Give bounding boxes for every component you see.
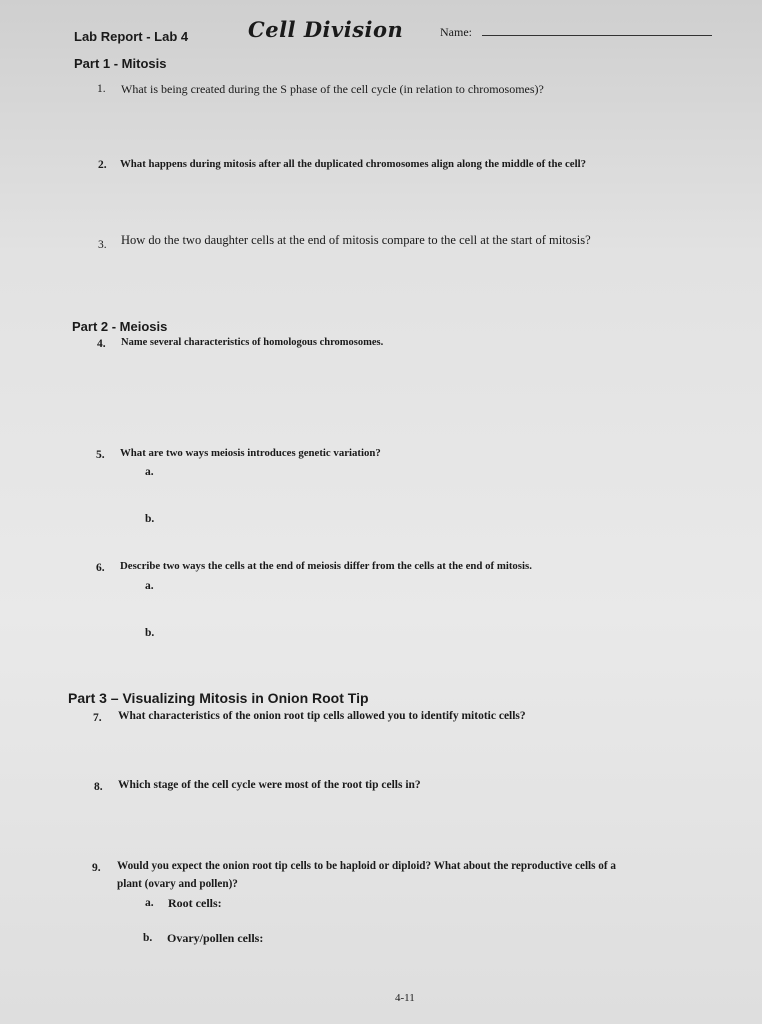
- q6-number: 6.: [96, 562, 105, 574]
- q1-text: What is being created during the S phase of the cell cycle (in relation to chromosomes)?: [121, 82, 544, 96]
- q4-number: 4.: [97, 338, 106, 350]
- q1-number: 1.: [97, 83, 106, 95]
- q3-number: 3.: [98, 239, 107, 251]
- q9-text-line2: plant (ovary and pollen)?: [117, 878, 238, 890]
- q9-number: 9.: [92, 862, 101, 874]
- part3-heading: Part 3 – Visualizing Mitosis in Onion Root Tip: [68, 690, 369, 706]
- q2-number: 2.: [98, 159, 107, 171]
- q9-sub-a: a.: [145, 897, 154, 909]
- name-field-line[interactable]: [482, 35, 712, 36]
- handwritten-title: Cell Division: [248, 17, 404, 42]
- q2-text: What happens during mitosis after all the duplicated chromosomes align along the middle of the cell?: [120, 158, 586, 170]
- q6-text: Describe two ways the cells at the end of meiosis differ from the cells at the end of mitosis.: [120, 560, 532, 572]
- q6-sub-a: a.: [145, 580, 154, 592]
- q4-text: Name several characteristics of homologous chromosomes.: [121, 337, 384, 348]
- part1-heading: Part 1 - Mitosis: [74, 56, 167, 71]
- q9-sub-b-label: Ovary/pollen cells:: [167, 931, 264, 945]
- q5-number: 5.: [96, 449, 105, 461]
- q7-number: 7.: [93, 712, 102, 724]
- q7-text: What characteristics of the onion root tip cells allowed you to identify mitotic cells?: [118, 710, 526, 722]
- q9-text: Would you expect the onion root tip cells to be haploid or diploid? What about the reproductive cells of a: [117, 860, 617, 872]
- q9-sub-b: b.: [143, 932, 153, 944]
- q5-sub-b: b.: [145, 513, 155, 525]
- q5-text: What are two ways meiosis introduces genetic variation?: [120, 447, 381, 459]
- q6-sub-b: b.: [145, 627, 155, 639]
- report-title: Lab Report - Lab 4: [74, 29, 189, 44]
- q9-sub-a-label: Root cells:: [168, 896, 222, 910]
- name-label: Name:: [440, 25, 472, 39]
- q8-text: Which stage of the cell cycle were most of the root tip cells in?: [118, 779, 421, 791]
- q5-sub-a: a.: [145, 466, 154, 478]
- part2-heading: Part 2 - Meiosis: [72, 319, 168, 334]
- q3-text: How do the two daughter cells at the end of mitosis compare to the cell at the start of mitosis?: [121, 233, 591, 247]
- q8-number: 8.: [94, 781, 103, 793]
- page-number: 4-11: [395, 992, 415, 1004]
